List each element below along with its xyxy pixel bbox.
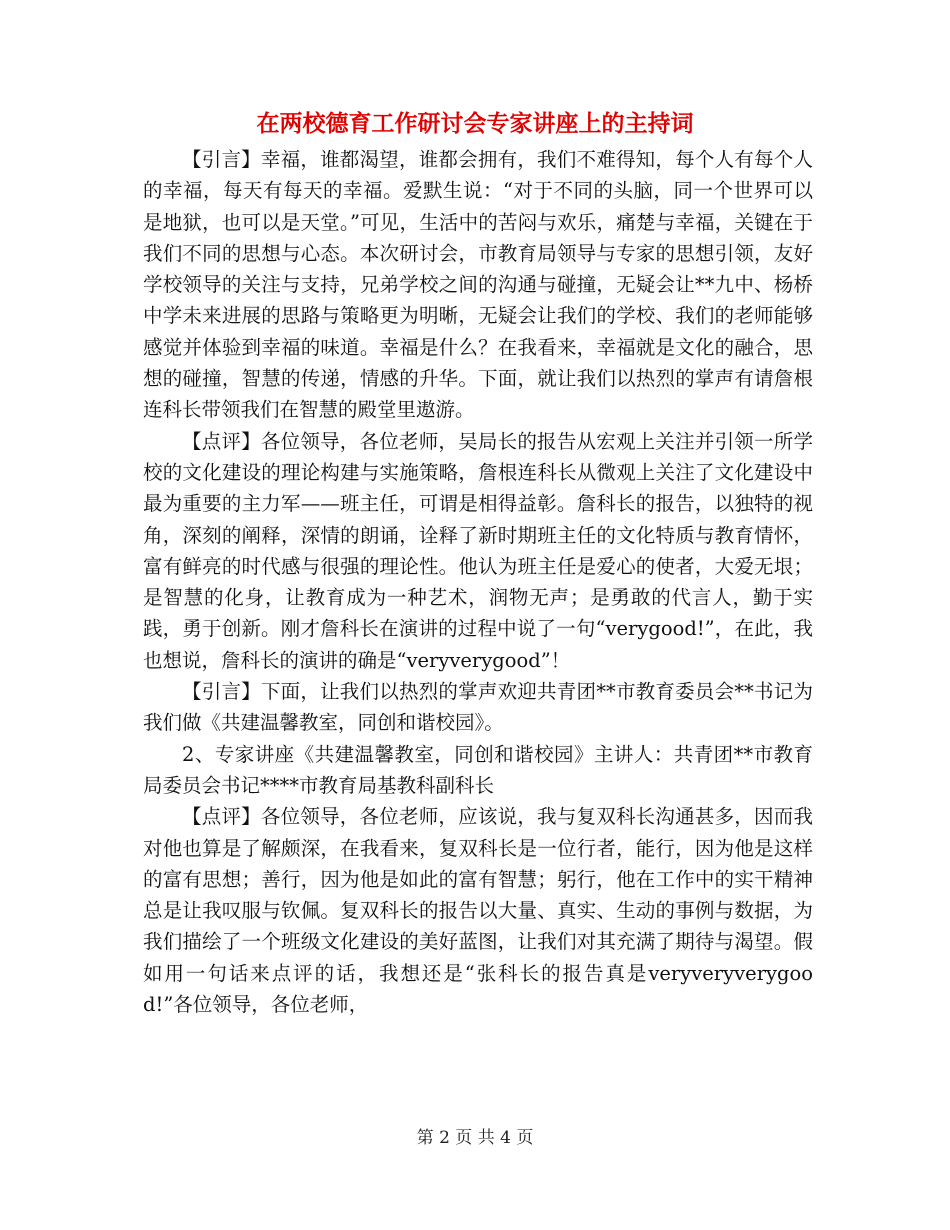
page-footer: 第 2 页 共 4 页 xyxy=(416,1128,534,1148)
document-title: 在两校德育工作研讨会专家讲座上的主持词 xyxy=(256,110,694,137)
paragraph-lecture-info: 2、专家讲座《共建温馨教室，同创和谐校园》主讲人：共青团**市教育局委员会书记****市教育局基教科副科长 xyxy=(143,742,813,797)
document-body xyxy=(143,144,813,1020)
paragraph-comment-2: 【点评】各位领导，各位老师，应该说，我与复双科长沟通甚多，因而我对他也算是了解颇深，在我看来，复双科长是一位行者，能行，因为他是这样的富有思想；善行，因为他是如此的富有智慧；躬行，他在工作中的实干精神总是让我叹服与钦佩。复双科长的报告以大量、真实、生动的事例与数据，为我们描绘了一个班级文化建设的美好蓝图，让我们对其充满了期待与渴望。假如用一句话来点评的话，我想还是“张科长的报告真是veryveryverygood!”各位领导，各位老师， xyxy=(143,805,813,1017)
paragraph-intro-2: 【引言】下面，让我们以热烈的掌声欢迎共青团**市教育委员会**书记为我们做《共建温馨教室，同创和谐校园》。 xyxy=(143,680,813,735)
paragraph-intro-1: 【引言】幸福，谁都渴望，谁都会拥有，我们不难得知，每个人有每个人的幸福，每天有每天的幸福。爱默生说：“对于不同的头脑，同一个世界可以是地狱，也可以是天堂。”可见，生活中的苦闷与欢乐，痛楚与幸福，关键在于我们不同的思想与心态。本次研讨会，市教育局领导与专家的思想引领，友好学校领导的关注与支持，兄弟学校之间的沟通与碰撞，无疑会让**九中、杨桥中学未来进展的思路与策略更为明晰，无疑会让我们的学校、我们的老师能够感觉并体验到幸福的味道。幸福是什么？在我看来，幸福就是文化的融合，思想的碰撞，智慧的传递，情感的升华。下面，就让我们以热烈的掌声有请詹根连科长带领我们在智慧的殿堂里遨游。 xyxy=(143,148,813,422)
paragraph-comment-1: 【点评】各位领导，各位老师，吴局长的报告从宏观上关注并引领一所学校的文化建设的理论构建与实施策略，詹根连科长从微观上关注了文化建设中最为重要的主力军——班主任，可谓是相得益彰。詹科长的报告，以独特的视角，深刻的阐释，深情的朗诵，诠释了新时期班主任的文化特质与教育情怀，富有鲜亮的时代感与很强的理论性。他认为班主任是爱心的使者，大爱无垠；是智慧的化身，让教育成为一种艺术，润物无声；是勇敢的代言人，勤于实践，勇于创新。刚才詹科长在演讲的过程中说了一句“verygood!”，在此，我也想说，詹科长的演讲的确是“veryverygood”！ xyxy=(143,429,813,672)
